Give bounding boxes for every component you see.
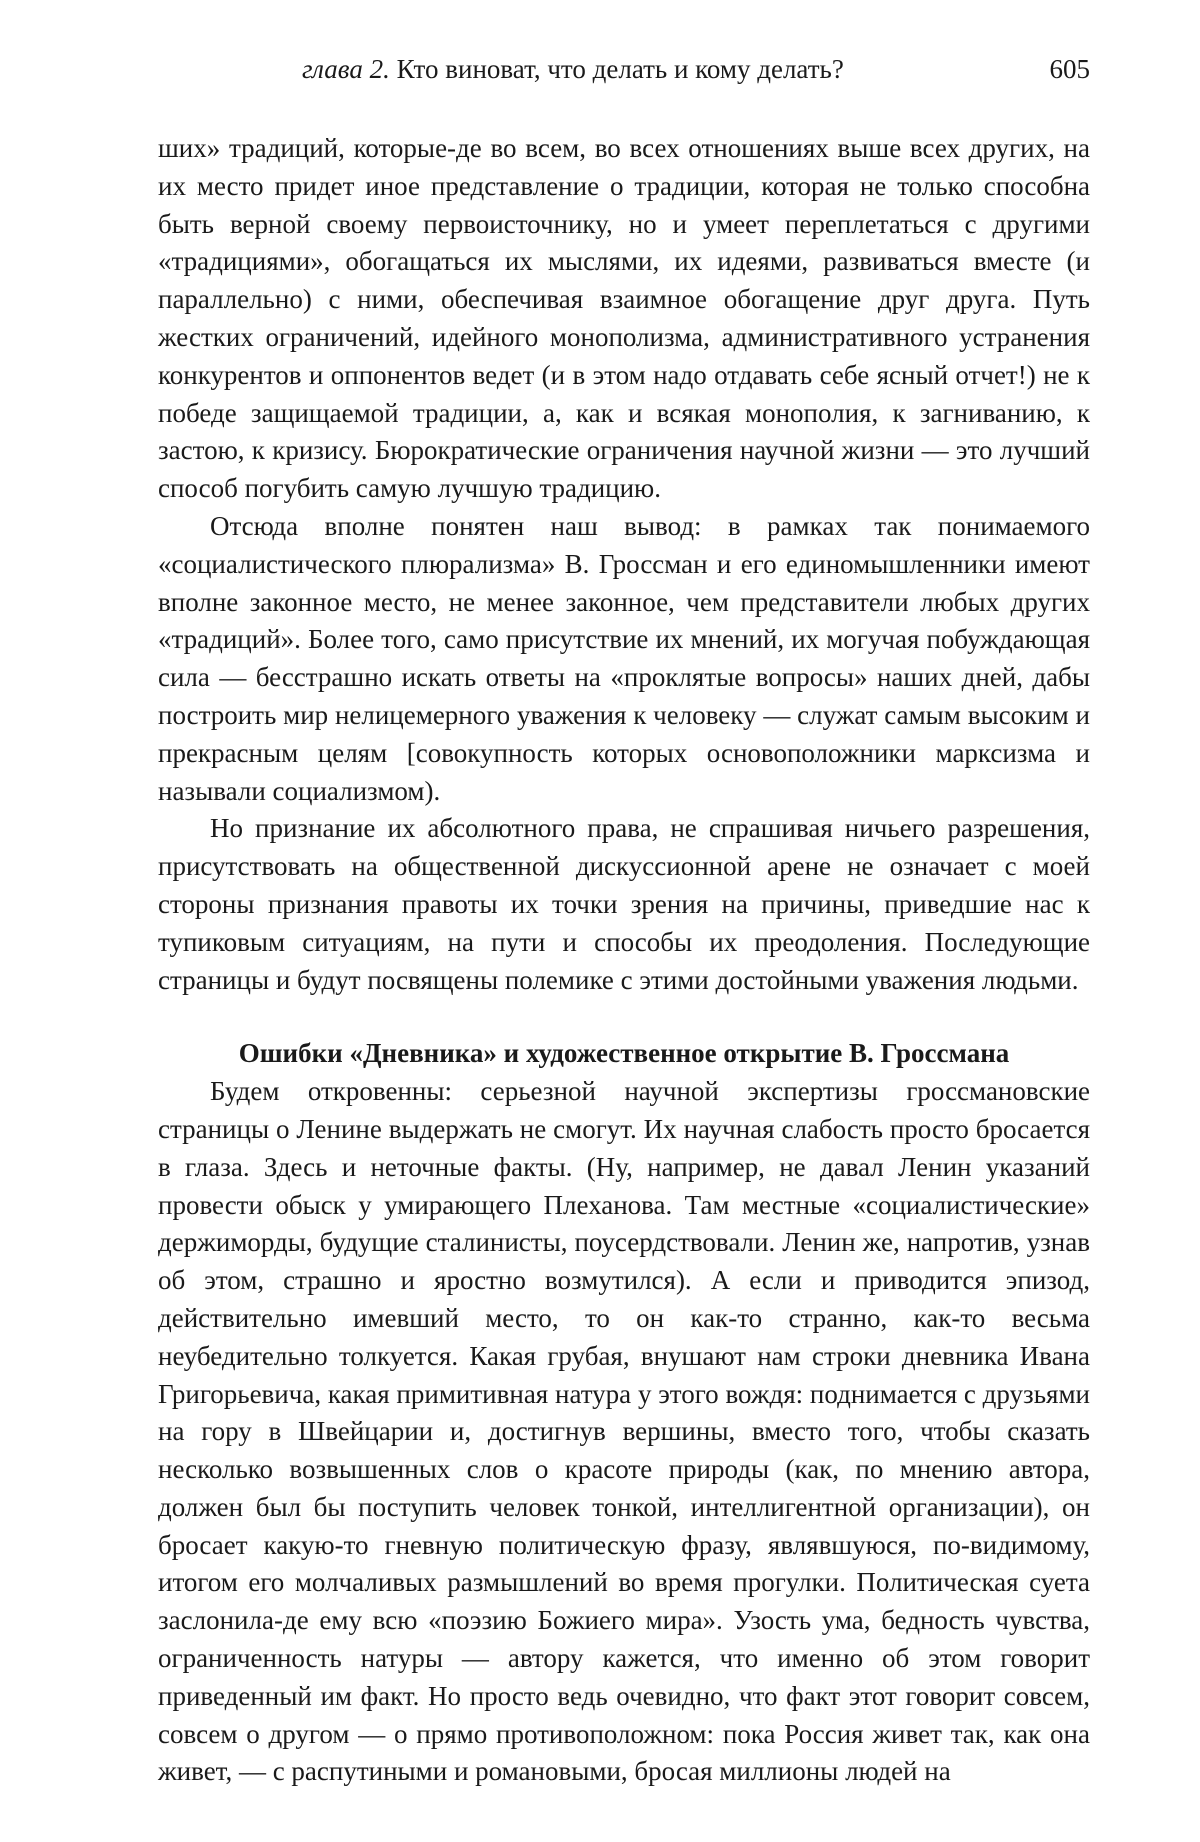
paragraph-continued: ших» традиций, которые-де во всем, во всех отношениях выше всех других, на их место придет иное представление о традиции, которая не только способна быть верной своему первоисточнику, но и умеет переплетаться с другими «традициями», обогащаться их мыслями, их идеями, развиваться вместе (и параллельно) с ними, обеспечивая взаимное обогащение друг друга. Путь жестких ограничений, идейного монополизма, административного устранения конкурентов и оппонентов ведет (и в этом надо отдавать себе ясный отчет!) не к победе защищаемой традиции, а, как и всякая монополия, к загниванию, к застою, к кризису. Бюрократические ограничения научной жизни — это лучший способ погубить самую лучшую традицию. bbox=[158, 133, 1090, 504]
running-head bbox=[158, 48, 1090, 88]
running-title bbox=[302, 54, 844, 85]
section-heading: Ошибки «Дневника» и художественное открытие В. Гроссмана bbox=[238, 1038, 1010, 1069]
body-text bbox=[158, 130, 1090, 1791]
book-page bbox=[158, 48, 1090, 1791]
page-number: 605 bbox=[1049, 54, 1090, 84]
paragraph: Отсюда вполне понятен наш вывод: в рамках так понимаемого «социалистического плюрализма» В. Гроссман и его единомышленники имеют вполне законное место, не менее законное, чем представители любых других «традиций». Более того, само присутствие их мнений, их могучая побуждающая сила — бесстрашно искать ответы на «проклятые вопросы» наших дней, дабы построить мир нелицемерного уважения к человеку — служат самым высоким и прекрасным целям [совокупность которых основоположники марксизма и называли социализмом). bbox=[158, 510, 1090, 806]
chapter-title: Кто виноват, что делать и кому делать? bbox=[396, 54, 844, 84]
chapter-label: глава 2. bbox=[302, 54, 390, 84]
paragraph: Но признание их абсолютного права, не спрашивая ничьего разрешения, присутствовать на общественной дискуссионной арене не означает с моей стороны признания правоты их точки зрения на причины, приведшие нас к тупиковым ситуациям, на пути и способы их преодоления. Последующие страницы и будут посвящены полемике с этими достойными уважения людьми. bbox=[158, 813, 1090, 995]
paragraph: Будем откровенны: серьезной научной экспертизы гроссмановские страницы о Ленине выдержать не смогут. Их научная слабость просто бросается в глаза. Здесь и неточные факты. (Ну, например, не давал Ленин указаний провести обыск у умирающего Плеханова. Там местные «социалистические» держиморды, будущие сталинисты, поусердствовали. Ленин же, напротив, узнав об этом, страшно и яростно возмутился). А если и приводится эпизод, действительно имевший место, то он как-то странно, как-то весьма неубедительно толкуется. Какая грубая, внушают нам строки дневника Ивана Григорьевича, какая примитивная натура у этого вождя: поднимается с друзьями на гору в Швейцарии и, достигнув вершины, вместо того, чтобы сказать несколько возвышенных слов о красоте природы (как, по мнению автора, должен был бы поступить человек тонкой, интеллигентной организации), он бросает какую-то гневную политическую фразу, являвшуюся, по-видимому, итогом его молчаливых размышлений во время прогулки. Политическая суета заслонила-де ему всю «поэзию Божиего мира». Узость ума, бедность чувства, ограниченность натуры — автору кажется, что именно об этом говорит приведенный им факт. Но просто ведь очевидно, что факт этот говорит совсем, совсем о другом — о прямо противоположном: пока Россия живет так, как она живет, — с распутиными и романовыми, бросая миллионы людей на bbox=[158, 1076, 1090, 1787]
